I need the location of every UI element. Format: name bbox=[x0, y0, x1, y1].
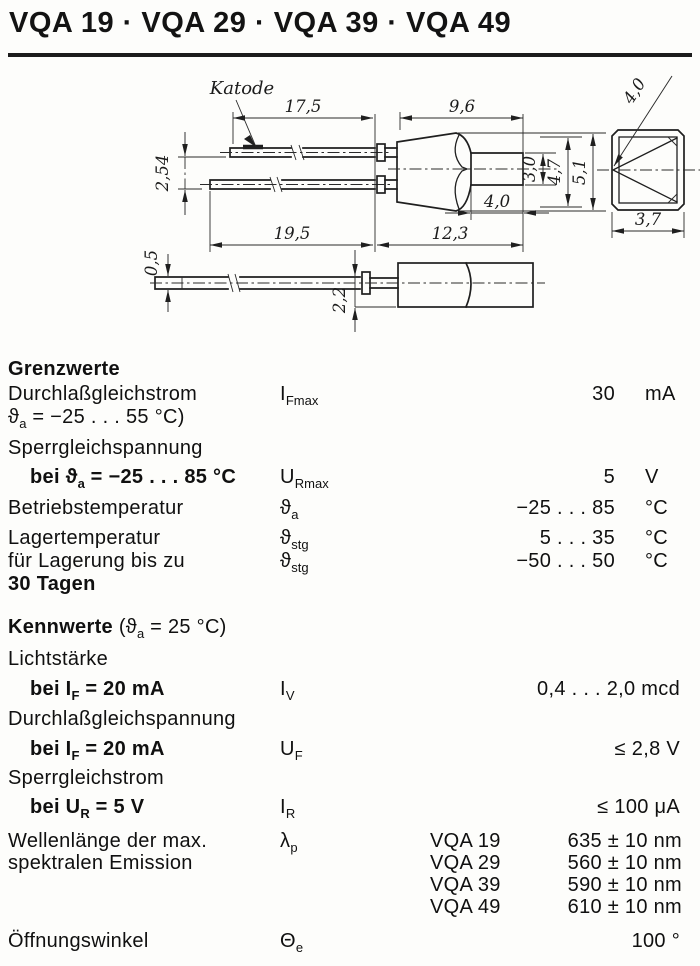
characteristics-heading-condition: ($ϑ_a = 25$ °C) bbox=[118, 616, 227, 641]
row-reverse-current-head bbox=[8, 767, 692, 790]
param-label: für Lagerung bis zu bbox=[8, 550, 185, 572]
param-condition: $ϑ_a = -25$ . . . 55 °C) bbox=[8, 406, 185, 431]
characteristics-heading-row bbox=[8, 616, 692, 641]
dim-4-0-lens-label: 4,0 bbox=[483, 192, 511, 211]
row-wavelength-3 bbox=[8, 874, 692, 897]
row-forward-current bbox=[8, 383, 692, 408]
dim-0-5-label: 0,5 bbox=[142, 249, 161, 277]
row-reverse-voltage-head bbox=[8, 437, 692, 460]
row-forward-voltage bbox=[8, 738, 692, 763]
param-label: Wellenlänge der max. bbox=[8, 830, 208, 852]
value: 30 bbox=[592, 383, 615, 405]
limits-heading-row bbox=[8, 358, 692, 381]
row-reverse-current bbox=[8, 796, 692, 821]
technical-drawing bbox=[0, 60, 700, 360]
page-title: VQA 19 · VQA 29 · VQA 39 · VQA 49 bbox=[9, 7, 512, 39]
variant-name: VQA 19 bbox=[430, 830, 501, 852]
dim-5-1-label: 5,1 bbox=[570, 158, 589, 186]
symbol: $I_V$ bbox=[280, 678, 295, 703]
param-label: Lichtstärke bbox=[8, 648, 109, 670]
variant-name: VQA 29 bbox=[430, 852, 501, 874]
unit: °C bbox=[645, 527, 669, 549]
limits-heading: Grenzwerte bbox=[8, 358, 120, 380]
symbol: $U_{Rmax}$ bbox=[280, 466, 329, 491]
param-label: Öffnungswinkel bbox=[8, 930, 149, 952]
row-storage-temp bbox=[8, 527, 692, 552]
dim-3-0-label: 3,0 bbox=[520, 155, 539, 183]
param-label: Sperrgleichstrom bbox=[8, 767, 164, 789]
symbol: $ϑ_a$ bbox=[280, 497, 299, 522]
katode-label: Katode bbox=[209, 78, 275, 99]
variant-name: VQA 39 bbox=[430, 874, 501, 896]
value: 100 ° bbox=[631, 930, 680, 952]
row-aperture bbox=[8, 930, 692, 955]
symbol: $\Theta_e$ bbox=[280, 930, 304, 955]
row-reverse-voltage bbox=[8, 466, 692, 491]
dim-17-5-label: 17,5 bbox=[284, 97, 322, 116]
row-storage-temp-30d bbox=[8, 550, 692, 575]
param-label: Lagertemperatur bbox=[8, 527, 161, 549]
param-label: Durchlaßgleichspannung bbox=[8, 708, 236, 730]
unit: °C bbox=[645, 497, 669, 519]
symbol: $I_{Fmax}$ bbox=[280, 383, 319, 408]
dim-4-0-front-label: 4,0 bbox=[619, 74, 650, 108]
param-label: Betriebstemperatur bbox=[8, 497, 184, 519]
variant-value: 560 ± 10 nm bbox=[567, 852, 682, 874]
param-continuation: spektralen Emission bbox=[8, 852, 193, 874]
front-view bbox=[597, 75, 700, 238]
dim-9-6-label: 9,6 bbox=[448, 97, 476, 116]
param-label: bei $I_F = 20$ mA bbox=[30, 678, 165, 703]
unit: V bbox=[645, 466, 659, 488]
variant-name: VQA 49 bbox=[430, 896, 501, 918]
param-label: bei $I_F = 20$ mA bbox=[30, 738, 165, 763]
specifications bbox=[0, 352, 700, 966]
dim-4-7-label: 4,7 bbox=[545, 158, 564, 186]
dim-12-3-label: 12,3 bbox=[431, 224, 469, 243]
row-wavelength-4 bbox=[8, 896, 692, 919]
value: −50 . . . 50 bbox=[516, 550, 615, 572]
row-luminous bbox=[8, 678, 692, 703]
param-label: bei $U_R = 5$ V bbox=[30, 796, 145, 821]
symbol: $ϑ_{stg}$ bbox=[280, 550, 309, 575]
characteristics-heading bbox=[8, 616, 615, 641]
variant-value: 635 ± 10 nm bbox=[567, 830, 682, 852]
symbol: $ϑ_{stg}$ bbox=[280, 527, 309, 552]
param-continuation: 30 Tagen bbox=[8, 573, 96, 595]
dim-19-5-label: 19,5 bbox=[273, 224, 311, 243]
value: ≤ 2,8 V bbox=[614, 738, 680, 760]
title-rule bbox=[8, 53, 692, 57]
param-label: Sperrgleichspannung bbox=[8, 437, 203, 459]
variant-value: 610 ± 10 nm bbox=[567, 896, 682, 918]
unit: mA bbox=[645, 383, 676, 405]
side-view bbox=[153, 78, 606, 252]
value: 0,4 . . . 2,0 mcd bbox=[537, 678, 680, 700]
symbol: $I_R$ bbox=[280, 796, 296, 821]
variant-value: 590 ± 10 nm bbox=[567, 874, 682, 896]
symbol: $\lambda_p$ bbox=[280, 830, 298, 855]
value: 5 bbox=[603, 466, 615, 488]
row-wavelength-2 bbox=[8, 852, 692, 875]
symbol: $U_F$ bbox=[280, 738, 303, 763]
row-forward-current-cond bbox=[8, 406, 692, 431]
value: 5 . . . 35 bbox=[539, 527, 615, 549]
bottom-view bbox=[142, 250, 545, 332]
dim-2-54-label: 2,54 bbox=[153, 154, 172, 192]
row-forward-voltage-head bbox=[8, 708, 692, 731]
dim-2-2-label: 2,2 bbox=[330, 286, 349, 314]
value: ≤ 100 μA bbox=[597, 796, 680, 818]
value: −25 . . . 85 bbox=[516, 497, 615, 519]
characteristics-heading-text: Kennwerte bbox=[8, 616, 113, 638]
unit: °C bbox=[645, 550, 669, 572]
row-luminous-head bbox=[8, 648, 692, 671]
param-label: Durchlaßgleichstrom bbox=[8, 383, 198, 405]
row-operating-temp bbox=[8, 497, 692, 522]
dim-3-7-label: 3,7 bbox=[634, 210, 662, 229]
param-label: bei $ϑ_a = -25$ . . . 85 °C bbox=[30, 466, 237, 491]
row-storage-temp-30d-cont bbox=[8, 573, 692, 596]
